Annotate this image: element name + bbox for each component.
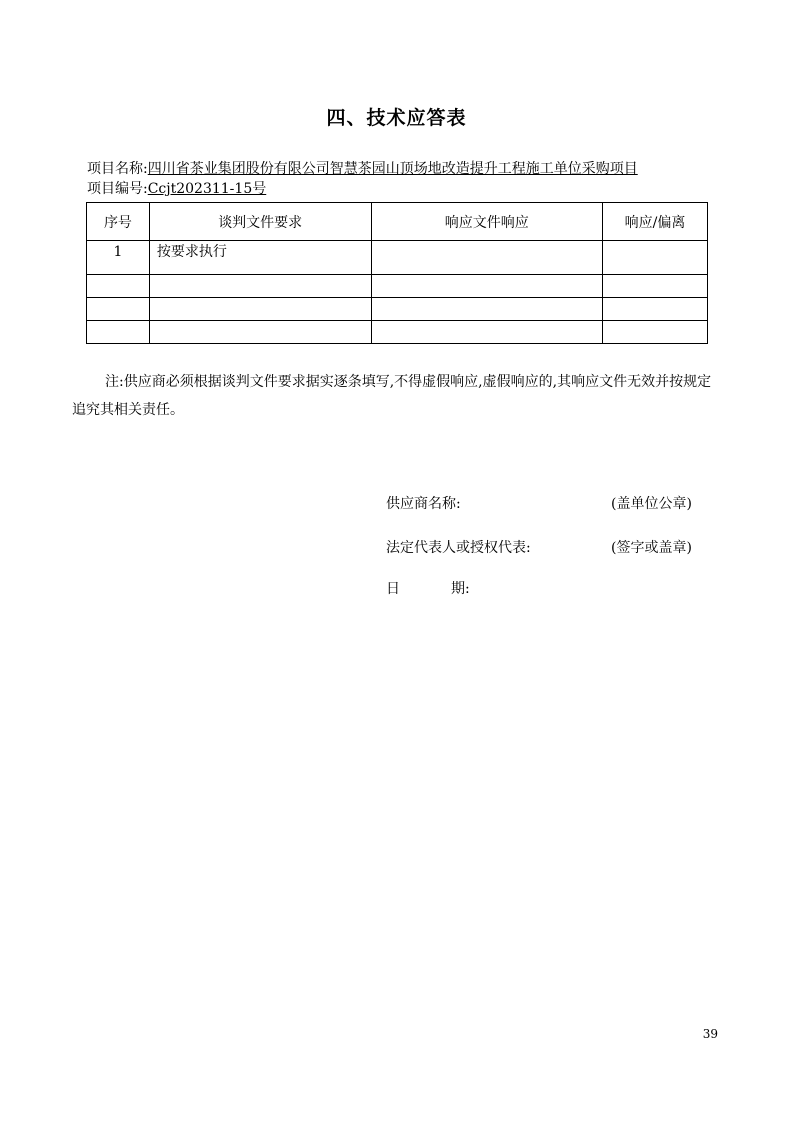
table-header-row [87, 203, 708, 241]
cell-deviation [603, 298, 708, 321]
project-name-value: 四川省茶业集团股份有限公司智慧茶园山顶场地改造提升工程施工单位采购项目 [147, 161, 638, 177]
header-deviation: 响应/偏离 [603, 203, 708, 241]
table-row [87, 321, 708, 344]
header-serial: 序号 [87, 203, 150, 241]
cell-serial [87, 275, 150, 298]
cell-requirement: 按要求执行 [149, 241, 371, 275]
table-row [87, 241, 708, 275]
header-response: 响应文件响应 [371, 203, 603, 241]
supplier-seal-hint: (盖单位公章) [611, 496, 692, 512]
project-name-line [87, 160, 638, 178]
table-row [87, 298, 708, 321]
representative-sign-hint: (签字或盖章) [611, 540, 692, 556]
cell-deviation [603, 321, 708, 344]
cell-serial: 1 [87, 241, 150, 275]
cell-requirement [149, 298, 371, 321]
representative-label: 法定代表人或授权代表: [386, 540, 531, 556]
cell-response [371, 321, 603, 344]
cell-serial [87, 298, 150, 321]
document-title: 四、技术应答表 [326, 107, 467, 129]
project-name-label: 项目名称: [87, 161, 148, 177]
cell-requirement [149, 321, 371, 344]
response-table [86, 202, 708, 344]
cell-serial [87, 321, 150, 344]
page-number: 39 [702, 1027, 718, 1041]
project-number-value: Ccjt202311-15号 [147, 181, 267, 197]
cell-response [371, 275, 603, 298]
header-requirement: 谈判文件要求 [149, 203, 371, 241]
date-label-day: 日 [386, 581, 400, 597]
project-number-line [87, 180, 266, 198]
supplier-name-label: 供应商名称: [386, 496, 461, 512]
cell-response [371, 241, 603, 275]
table-row [87, 275, 708, 298]
project-number-label: 项目编号: [87, 181, 148, 197]
cell-requirement [149, 275, 371, 298]
date-label-period: 期: [451, 581, 470, 597]
cell-deviation [603, 241, 708, 275]
cell-response [371, 298, 603, 321]
note-paragraph: 注:供应商必须根据谈判文件要求据实逐条填写,不得虚假响应,虚假响应的,其响应文件无效并按规定追究其相关责任。 [72, 374, 712, 418]
cell-deviation [603, 275, 708, 298]
